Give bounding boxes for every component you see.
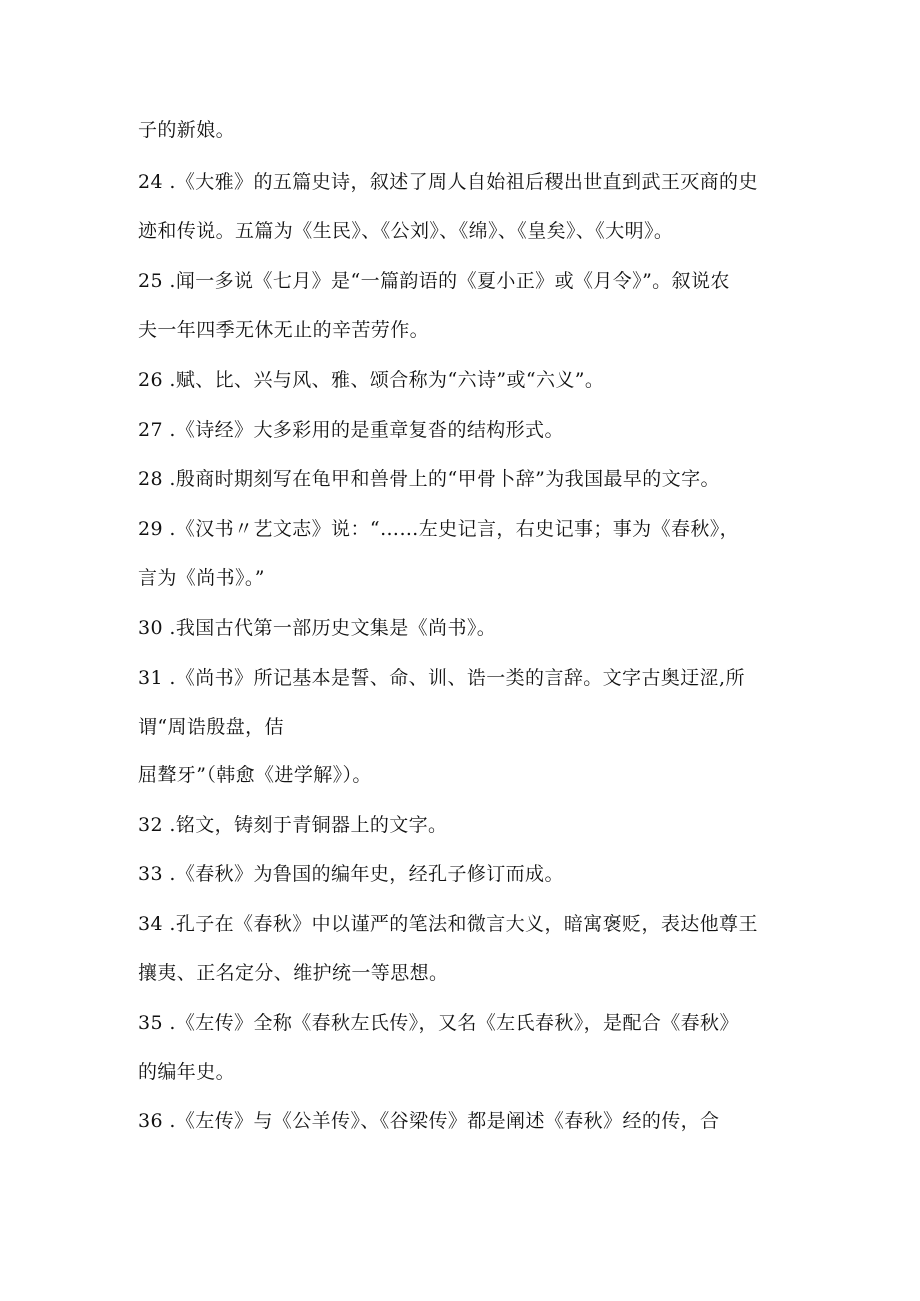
item-28-line-1: 28 .殷商时期刻写在龟甲和兽骨上的“甲骨卜辞”为我国最早的文字。 [138, 468, 720, 490]
item-34-line-1: 34 .孔子在《春秋》中以谨严的笔法和微言大义，暗寓褒贬，表达他尊王 [138, 913, 758, 935]
item-25-line-1: 25 .闻一多说《七月》是“一篇韵语的《夏小正》或《月令》”。叙说农 [138, 270, 730, 292]
item-31-line-2: 谓“周诰殷盘，佶 [138, 716, 284, 738]
item-26-line-1: 26 .赋、比、兴与风、雅、颂合称为“六诗”或“六义”。 [138, 369, 605, 391]
item-32-line-1: 32 .铭文，铸刻于青铜器上的文字。 [138, 814, 448, 836]
text-line-continuation-23: 子的新娘。 [138, 119, 236, 141]
item-24-line-1: 24 .《大雅》的五篇史诗，叙述了周人自始祖后稷出世直到武王灭商的史 [138, 171, 758, 193]
item-30-line-1: 30 .我国古代第一部历史文集是《尚书》。 [138, 617, 497, 639]
item-31-line-3: 屈聱牙”（韩愈《进学解》）。 [138, 764, 372, 786]
item-25-line-2: 夫一年四季无休无止的辛苦劳作。 [138, 319, 430, 341]
item-24-line-2: 迹和传说。五篇为《生民》、《公刘》、《绵》、《皇矣》、《大明》。 [138, 220, 674, 242]
item-33-line-1: 33 .《春秋》为鲁国的编年史，经孔子修订而成。 [138, 863, 564, 885]
item-35-line-1: 35 .《左传》全称《春秋左氏传》，又名《左氏春秋》，是配合《春秋》 [138, 1012, 739, 1034]
item-35-line-2: 的编年史。 [138, 1061, 236, 1083]
item-29-line-1: 29 .《汉书〃艺文志》说：“……左史记言，右史记事；事为《春秋》， [138, 518, 740, 540]
item-31-line-1: 31 .《尚书》所记基本是誓、命、训、诰一类的言辞。文字古奥迂涩,所 [138, 667, 745, 689]
item-27-line-1: 27 .《诗经》大多彩用的是重章复沓的结构形式。 [138, 419, 564, 441]
item-29-line-2: 言为《尚书》。” [138, 567, 265, 589]
item-34-line-2: 攘夷、正名定分、维护统一等思想。 [138, 962, 449, 984]
item-36-line-1: 36 .《左传》与《公羊传》、《谷梁传》都是阐述《春秋》经的传，合 [138, 1110, 720, 1132]
